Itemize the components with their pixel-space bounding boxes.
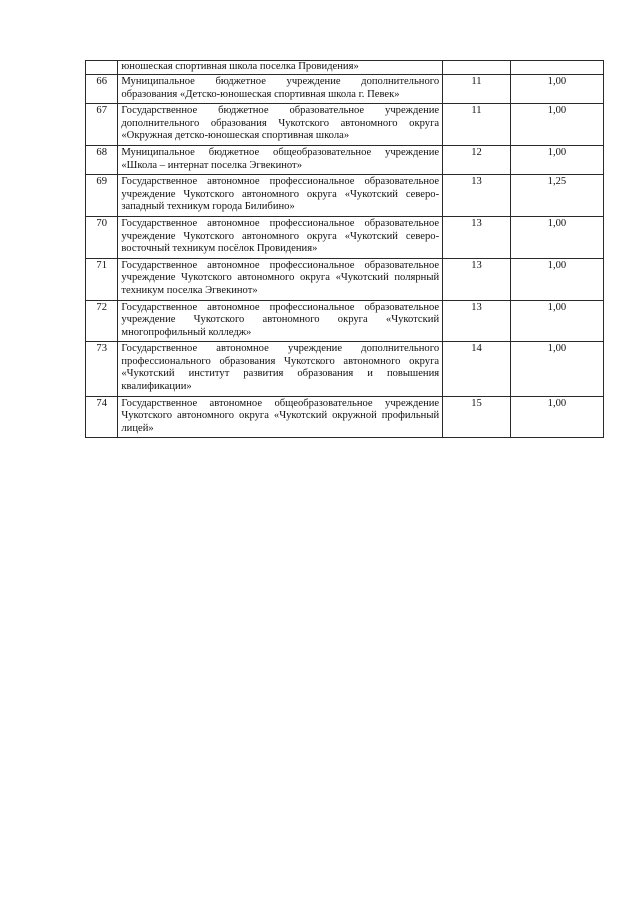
cell-number: 70 bbox=[86, 216, 118, 258]
table-row bbox=[86, 104, 604, 146]
cell-number: 73 bbox=[86, 342, 118, 396]
cell-group: 13 bbox=[443, 216, 511, 258]
cell-group: 13 bbox=[443, 175, 511, 217]
cell-number: 72 bbox=[86, 300, 118, 342]
cell-number: 69 bbox=[86, 175, 118, 217]
cell-institution-name: Государственное автономное профессиональное образовательное учреждение Чукотского автономного округа «Чукотский полярный техникум поселка Эгвекинот» bbox=[118, 258, 443, 300]
cell-coefficient: 1,00 bbox=[510, 75, 603, 104]
institutions-table-body bbox=[86, 61, 604, 438]
table-row bbox=[86, 342, 604, 396]
table-row bbox=[86, 396, 604, 438]
cell-group: 15 bbox=[443, 396, 511, 438]
cell-group: 12 bbox=[443, 145, 511, 174]
cell-institution-name: Государственное бюджетное образовательное учреждение дополнительного образования Чукотского автономного округа «Окружная детско-юношеская спортивная школа» bbox=[118, 104, 443, 146]
cell-coefficient bbox=[510, 61, 603, 75]
cell-coefficient: 1,00 bbox=[510, 258, 603, 300]
table-row bbox=[86, 258, 604, 300]
table-row bbox=[86, 216, 604, 258]
cell-group: 13 bbox=[443, 300, 511, 342]
table-row-continuation bbox=[86, 61, 604, 75]
cell-institution-name: Государственное автономное профессиональное образовательное учреждение Чукотского автономного округа «Чукотский северо-восточный техникум посёлок Провидения» bbox=[118, 216, 443, 258]
table-row bbox=[86, 300, 604, 342]
cell-coefficient: 1,25 bbox=[510, 175, 603, 217]
cell-institution-name: Государственное автономное общеобразовательное учреждение Чукотского автономного округа «Чукотский окружной профильный лицей» bbox=[118, 396, 443, 438]
cell-number: 67 bbox=[86, 104, 118, 146]
cell-institution-name: Государственное автономное учреждение дополнительного профессионального образования Чукотского автономного округа «Чукотский институт развития образования и повышения квалификации» bbox=[118, 342, 443, 396]
cell-institution-name: Государственное автономное профессиональное образовательное учреждение Чукотского автономного округа «Чукотский северо-западный техникум города Билибино» bbox=[118, 175, 443, 217]
cell-coefficient: 1,00 bbox=[510, 396, 603, 438]
cell-coefficient: 1,00 bbox=[510, 104, 603, 146]
cell-institution-name: Муниципальное бюджетное общеобразовательное учреждение «Школа – интернат поселка Эгвекинот» bbox=[118, 145, 443, 174]
cell-coefficient: 1,00 bbox=[510, 145, 603, 174]
cell-number: 66 bbox=[86, 75, 118, 104]
cell-institution-name: Муниципальное бюджетное учреждение дополнительного образования «Детско-юношеская спортивная школа г. Певек» bbox=[118, 75, 443, 104]
cell-group: 11 bbox=[443, 75, 511, 104]
cell-group: 13 bbox=[443, 258, 511, 300]
institutions-table bbox=[85, 60, 604, 438]
table-row bbox=[86, 175, 604, 217]
cell-number: 71 bbox=[86, 258, 118, 300]
cell-number bbox=[86, 61, 118, 75]
cell-coefficient: 1,00 bbox=[510, 342, 603, 396]
cell-coefficient: 1,00 bbox=[510, 216, 603, 258]
cell-group: 11 bbox=[443, 104, 511, 146]
cell-institution-name: Государственное автономное профессиональное образовательное учреждение Чукотского автономного округа «Чукотский многопрофильный колледж» bbox=[118, 300, 443, 342]
table-row bbox=[86, 75, 604, 104]
table-row bbox=[86, 145, 604, 174]
cell-coefficient: 1,00 bbox=[510, 300, 603, 342]
cell-number: 68 bbox=[86, 145, 118, 174]
cell-group bbox=[443, 61, 511, 75]
cell-number: 74 bbox=[86, 396, 118, 438]
cell-institution-name: юношеская спортивная школа поселка Провидения» bbox=[118, 61, 443, 75]
cell-group: 14 bbox=[443, 342, 511, 396]
